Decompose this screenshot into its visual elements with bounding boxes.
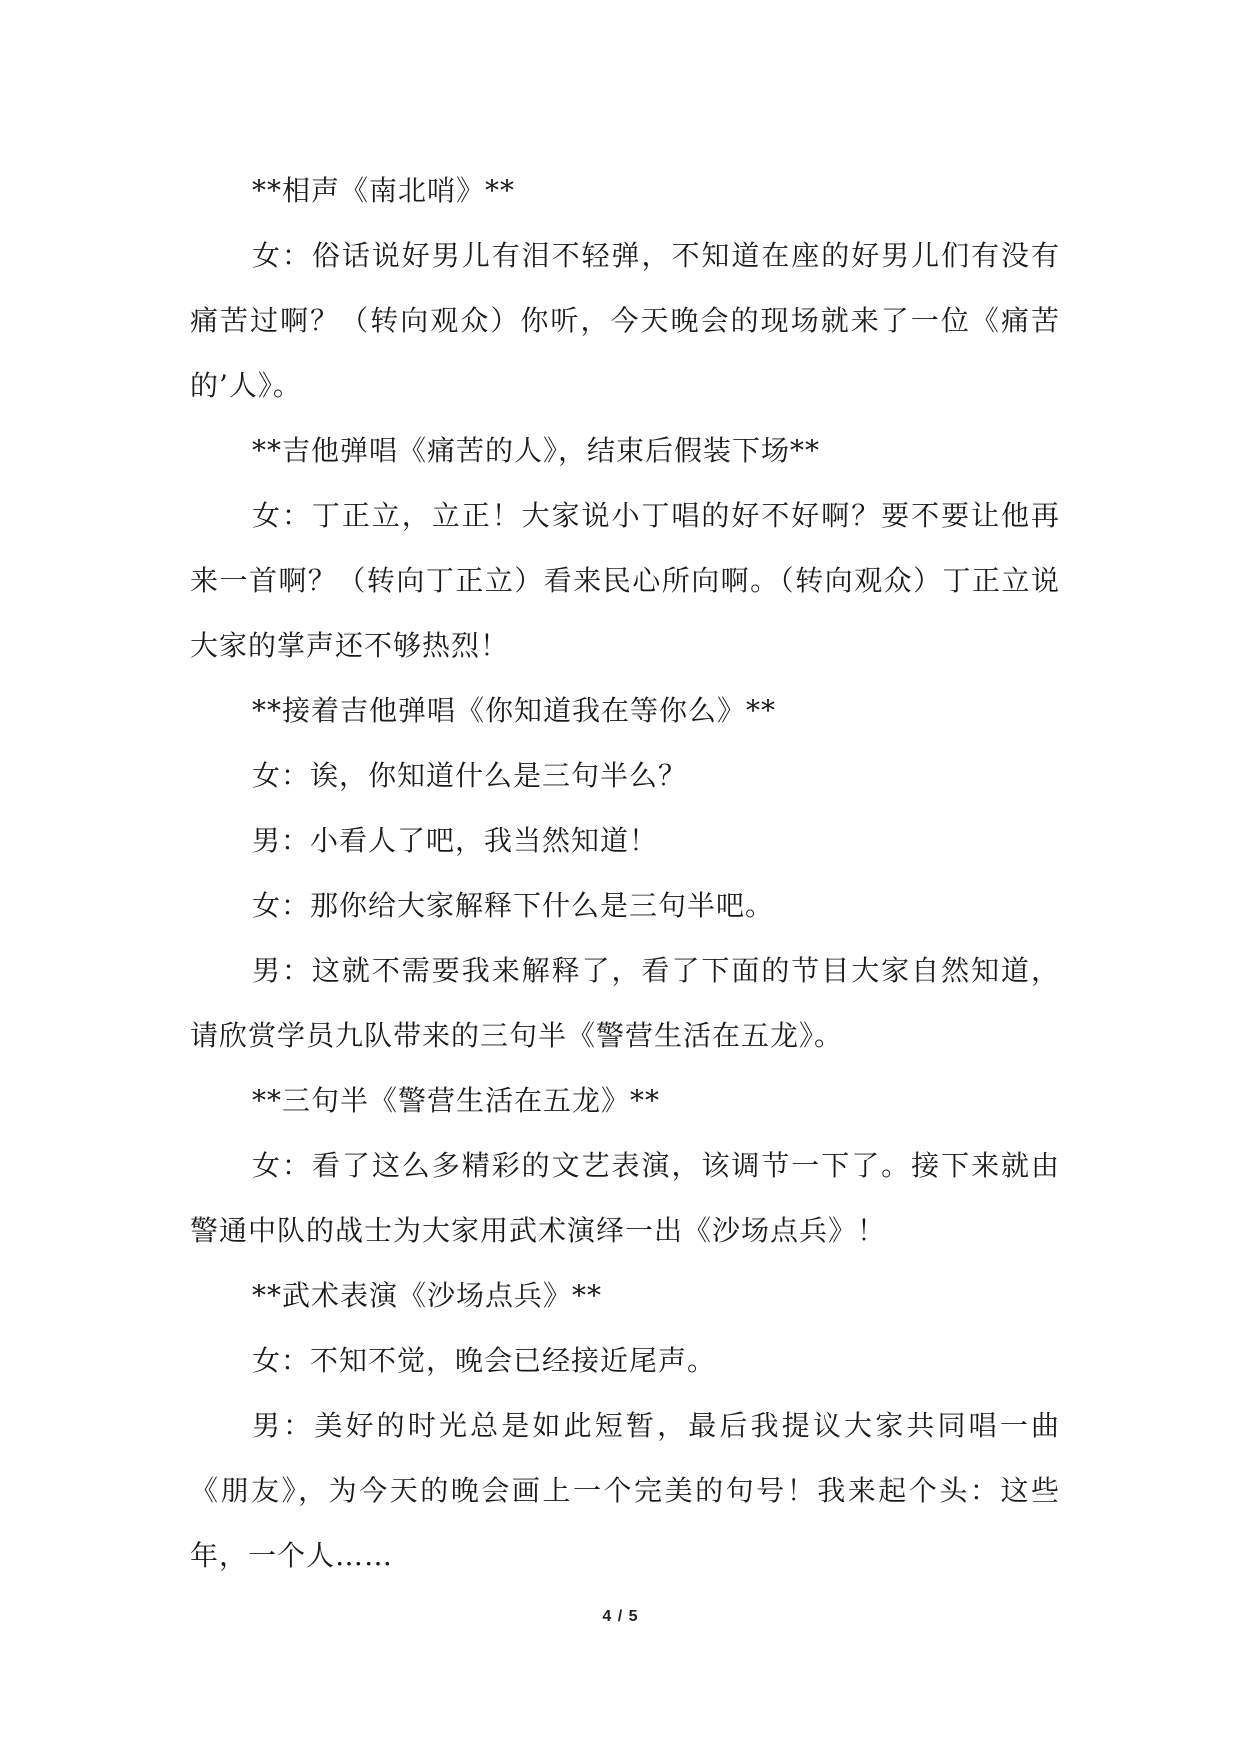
dialogue-paragraph: 女：丁正立，立正！大家说小丁唱的好不好啊？要不要让他再来一首啊？（转向丁正立）看来民心所向啊。（转向观众）丁正立说大家的掌声还不够热烈！ [190, 499, 1060, 662]
program-heading-sanjuban: **三句半《警营生活在五龙》** [252, 1084, 661, 1117]
document-body [190, 158, 1060, 1588]
dialogue-paragraph: 女：俗话说好男儿有泪不轻弹，不知道在座的好男儿们有没有痛苦过啊？（转向观众）你听，今天晚会的现场就来了一位《痛苦的’人》。 [190, 239, 1060, 402]
program-heading-guitar-1: **吉他弹唱《痛苦的人》，结束后假装下场** [252, 434, 821, 467]
dialogue-paragraph: 男：这就不需要我来解释了，看了下面的节目大家自然知道，请欣赏学员九队带来的三句半《警营生活在五龙》。 [190, 954, 1060, 1052]
program-heading-guitar-2: **接着吉他弹唱《你知道我在等你么》** [252, 694, 777, 727]
dialogue-paragraph: 女：那你给大家解释下什么是三句半吧。 [252, 889, 775, 922]
page-number: 4 / 5 [602, 1608, 639, 1625]
program-heading-crosstalk: **相声《南北哨》** [252, 174, 516, 207]
dialogue-paragraph: 男：小看人了吧，我当然知道！ [252, 824, 659, 857]
program-heading-martial-arts: **武术表演《沙场点兵》** [252, 1279, 603, 1312]
dialogue-paragraph: 女：诶，你知道什么是三句半么？ [252, 759, 688, 792]
dialogue-paragraph: 女：看了这么多精彩的文艺表演，该调节一下了。接下来就由警通中队的战士为大家用武术演绎一出《沙场点兵》！ [190, 1149, 1060, 1247]
dialogue-paragraph: 女：不知不觉，晚会已经接近尾声。 [252, 1344, 717, 1377]
dialogue-paragraph: 男：美好的时光总是如此短暂，最后我提议大家共同唱一曲《朋友》，为今天的晚会画上一个完美的句号！我来起个头：这些年，一个人…… [190, 1409, 1060, 1572]
